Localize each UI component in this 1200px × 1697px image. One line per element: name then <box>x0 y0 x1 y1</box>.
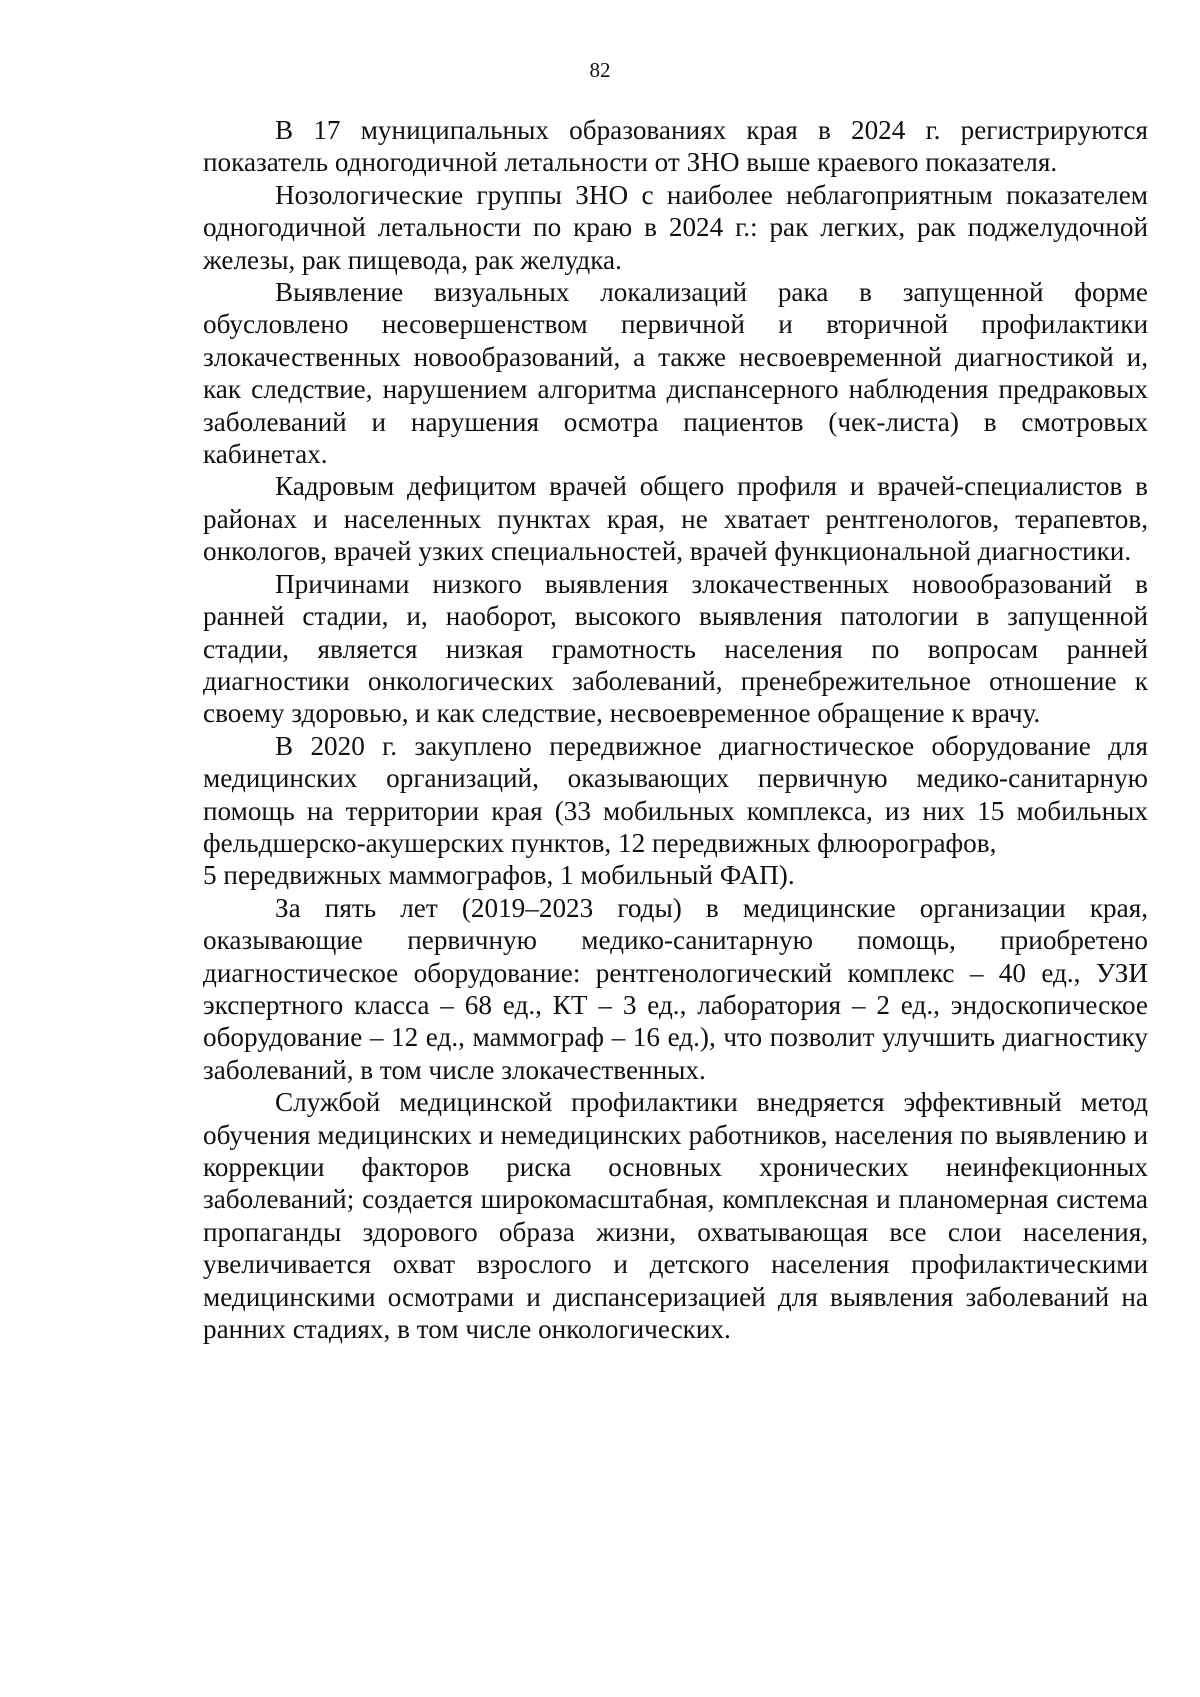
paragraph: Службой медицинской профилактики внедряется эффективный метод обучения медицинских и немедицинских работников, населения по выявлению и коррекции факторов риска основных хронических неинфекционных заболеваний; создается широкомасштабная, комплексная и планомерная система пропаганды здорового образа жизни, охватывающая все слои населения, увеличивается охват взрослого и детского населения профилактическими медицинскими осмотрами и диспансеризацией для выявления заболеваний на ранних стадиях, в том числе онкологических. <box>203 1087 1148 1345</box>
paragraph: Нозологические группы ЗНО с наиболее неблагоприятным показателем одногодичной летальности по краю в 2024 г.: рак легких, рак поджелудочной железы, рак пищевода, рак желудка. <box>203 179 1148 275</box>
paragraph: Причинами низкого выявления злокачественных новообразований в ранней стадии, и, наоборот, высокого выявления патологии в запущенной стадии, является низкая грамотность населения по вопросам ранней диагностики онкологических заболеваний, пренебрежительное отношение к своему здоровью, и как следствие, несвоевременное обращение к врачу. <box>203 568 1148 729</box>
paragraph: В 17 муниципальных образованиях края в 2024 г. регистрируются показатель одногодичной летальности от ЗНО выше краевого показателя. <box>203 115 1148 178</box>
paragraph-continuation: 5 передвижных маммографов, 1 мобильный ФАП). <box>203 860 795 891</box>
paragraph: За пять лет (2019–2023 годы) в медицинские организации края, оказывающие первичную медико-санитарную помощь, приобретено диагностическое оборудование: рентгенологический комплекс – 40 ед., УЗИ экспертного класса – 68 ед., КТ – 3 ед., лаборатория – 2 ед., эндоскопическое оборудование – 12 ед., маммограф – 16 ед.), что позволит улучшить диагностику заболеваний, в том числе злокачественных. <box>203 892 1148 1085</box>
paragraph: Выявление визуальных локализаций рака в запущенной форме обусловлено несовершенством первичной и вторичной профилактики злокачественных новообразований, а также несвоевременной диагностикой и, как следствие, нарушением алгоритма диспансерного наблюдения предраковых заболеваний и нарушения осмотра пациентов (чек-листа) в смотровых кабинетах. <box>203 277 1148 470</box>
paragraph: В 2020 г. закуплено передвижное диагностическое оборудование для медицинских организаций, оказывающих первичную медико-санитарную помощь на территории края (33 мобильных комплекса, из них 15 мобильных фельдшерско-акушерских пунктов, 12 передвижных флюорографов, <box>203 730 1148 858</box>
document-body <box>203 114 1148 1345</box>
page-number: 82 <box>589 58 611 82</box>
paragraph: Кадровым дефицитом врачей общего профиля и врачей-специалистов в районах и населенных пунктах края, не хватает рентгенологов, терапевтов, онкологов, врачей узких специальностей, врачей функциональной диагностики. <box>203 471 1148 567</box>
